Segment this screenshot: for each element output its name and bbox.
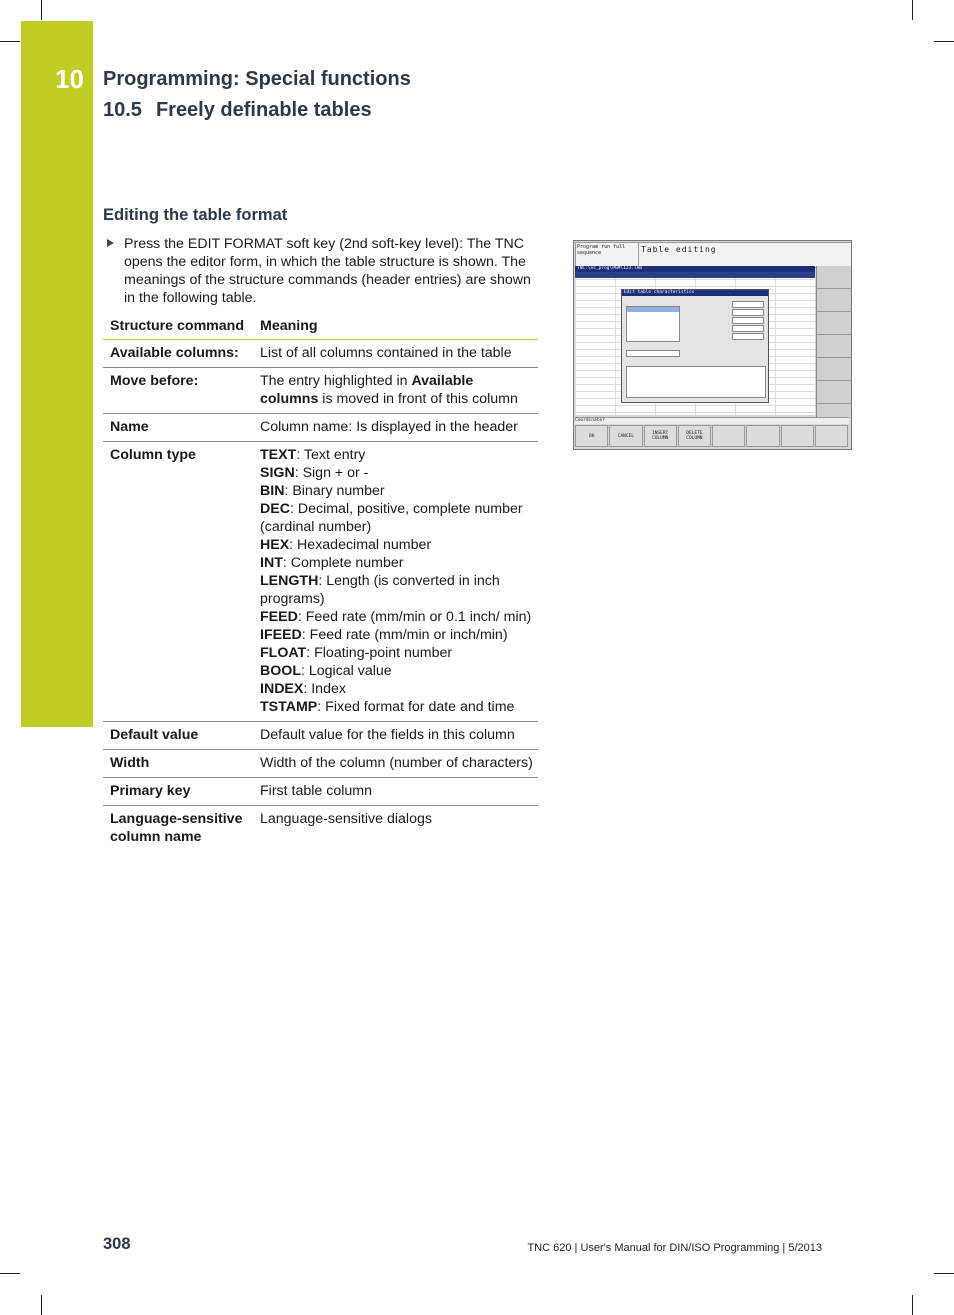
command-meaning	[256, 442, 538, 722]
dialog-title: Edit table characteristics	[622, 290, 768, 296]
chapter-number: 10	[55, 64, 84, 94]
language-names-list[interactable]	[626, 366, 766, 398]
default-value-field[interactable]	[732, 317, 764, 324]
keyword: FLOAT	[260, 645, 307, 661]
crop-mark	[41, 0, 42, 20]
type-entry	[260, 662, 534, 680]
footer-text: TNC 620 | User's Manual for DIN/ISO Programming | 5/2013	[527, 1242, 822, 1254]
command-meaning	[256, 778, 538, 806]
structure-command: Width	[103, 750, 256, 778]
table-row	[103, 368, 538, 414]
description: The entry highlighted in	[260, 373, 412, 389]
softkey-ok[interactable]: OK	[575, 425, 608, 447]
description: is moved in front of this column	[318, 391, 518, 407]
keyword: FEED	[260, 609, 298, 625]
structure-table	[103, 313, 538, 851]
description: : Feed rate (mm/min or inch/min)	[301, 627, 508, 643]
description: : Sign + or -	[294, 465, 369, 481]
screen-title: Table editing	[638, 242, 852, 268]
crop-mark	[912, 0, 913, 20]
table-body	[103, 340, 538, 852]
table-row	[103, 750, 538, 778]
description: Default value for the fields in this column	[260, 727, 515, 743]
softkey-row	[575, 425, 849, 447]
description: : Floating-point number	[306, 645, 453, 661]
grid-column-header	[575, 272, 815, 278]
type-entry	[260, 698, 534, 716]
keyword: IFEED	[260, 627, 302, 643]
available-columns-list[interactable]	[626, 306, 680, 342]
step-text: Press the EDIT FORMAT soft key (2nd soft-key level): The TNC opens the editor form, in which the table structure is shown. The meanings of the structure commands (header entries) are shown in the following table.	[124, 236, 531, 306]
softkey-empty[interactable]	[746, 425, 779, 447]
type-entry	[260, 464, 534, 482]
keyword: BOOL	[260, 663, 301, 679]
page-number: 308	[103, 1235, 131, 1253]
structure-command: Primary key	[103, 778, 256, 806]
list-item-selected[interactable]	[627, 307, 679, 312]
structure-command: Language-sensitive column name	[110, 811, 243, 845]
softkey-empty[interactable]	[712, 425, 745, 447]
description: First table column	[260, 783, 372, 799]
tnc-screenshot	[573, 240, 852, 450]
crop-mark	[0, 41, 20, 42]
decimal-places-field[interactable]	[732, 333, 764, 340]
keyword: SIGN	[260, 465, 295, 481]
name-field[interactable]	[732, 301, 764, 308]
table-row	[103, 778, 538, 806]
table-row	[103, 806, 538, 852]
chapter-sidebar	[21, 21, 93, 727]
description: Width of the column (number of characters)	[260, 755, 533, 771]
keyword: BIN	[260, 483, 285, 499]
structure-command: Column type	[103, 442, 256, 722]
right-softkey-panel	[816, 266, 851, 418]
description: : Logical value	[300, 663, 392, 679]
description: : Index	[303, 681, 346, 697]
command-meaning	[256, 750, 538, 778]
vertical-softkey[interactable]	[817, 358, 851, 381]
structure-command: Available columns:	[103, 340, 256, 368]
keyword: HEX	[260, 537, 290, 553]
type-entry	[260, 572, 534, 608]
keyword: DEC	[260, 501, 290, 517]
command-meaning	[256, 414, 538, 442]
structure-command: Default value	[103, 722, 256, 750]
type-entry	[260, 536, 534, 554]
table-row	[103, 340, 538, 368]
vertical-softkey[interactable]	[817, 266, 851, 289]
section-number: 10.5	[103, 99, 142, 121]
description: : Complete number	[282, 555, 404, 571]
softkey-insert-column[interactable]: INSERT COLUMN	[644, 425, 677, 447]
section-name: Freely definable tables	[155, 99, 372, 121]
type-entry	[260, 446, 534, 464]
structure-command: Move before:	[103, 368, 256, 414]
description: : Feed rate (mm/min or 0.1 inch/ min)	[297, 609, 532, 625]
keyword: TEXT	[260, 447, 297, 463]
table-row	[103, 442, 538, 722]
description: : Binary number	[284, 483, 385, 499]
table-row	[103, 414, 538, 442]
vertical-softkey[interactable]	[817, 381, 851, 404]
mode-label: Program run full sequence	[575, 242, 639, 268]
width-field[interactable]	[732, 325, 764, 332]
instruction-step	[107, 235, 535, 307]
table-header-row	[103, 313, 538, 340]
crop-mark	[934, 41, 954, 42]
type-entry	[260, 482, 534, 500]
description: : Text entry	[296, 447, 366, 463]
subsection-heading: Editing the table format	[103, 206, 288, 224]
softkey-delete-column[interactable]: DELETE COLUMN	[678, 425, 711, 447]
command-meaning	[256, 722, 538, 750]
table-row	[103, 722, 538, 750]
chapter-title: Programming: Special functions	[103, 68, 411, 90]
edit-characteristics-dialog	[621, 289, 769, 403]
type-entry	[260, 626, 534, 644]
column-header-meaning: Meaning	[256, 313, 538, 340]
status-line: Coordinate?	[575, 417, 849, 424]
command-meaning	[256, 368, 538, 414]
keyword: TSTAMP	[260, 699, 318, 715]
description: List of all columns contained in the table	[260, 345, 512, 361]
command-meaning	[256, 340, 538, 368]
type-entry	[260, 644, 534, 662]
type-entry	[260, 608, 534, 626]
description: : Hexadecimal number	[289, 537, 432, 553]
description: Language-sensitive dialogs	[260, 811, 432, 827]
description: Column name: Is displayed in the header	[260, 419, 518, 435]
description: : Decimal, positive, complete number (cardinal number)	[260, 501, 523, 535]
keyword: LENGTH	[260, 573, 319, 589]
command-meaning	[256, 806, 538, 852]
type-entry	[260, 680, 534, 698]
column-type-field[interactable]	[732, 309, 764, 316]
description: : Fixed format for date and time	[317, 699, 515, 715]
softkey-empty[interactable]	[781, 425, 814, 447]
crop-mark	[912, 1295, 913, 1315]
section-title	[103, 99, 372, 122]
column-header-command: Structure command	[103, 313, 256, 340]
type-entry	[260, 500, 534, 536]
move-before-select[interactable]	[626, 350, 680, 357]
type-entry	[260, 554, 534, 572]
vertical-softkey[interactable]	[817, 312, 851, 335]
keyword: Available columns	[260, 373, 474, 407]
softkey-cancel[interactable]: CANCEL	[609, 425, 642, 447]
file-path: TNC:\nc_prog\PGM\123.TAB	[575, 266, 815, 272]
vertical-softkey[interactable]	[817, 289, 851, 312]
keyword: INDEX	[260, 681, 304, 697]
softkey-empty[interactable]	[815, 425, 848, 447]
bullet-arrow-icon	[107, 239, 114, 247]
vertical-softkey[interactable]	[817, 335, 851, 358]
keyword: INT	[260, 555, 283, 571]
description: : Length (is converted in inch programs)	[260, 573, 500, 607]
structure-command: Name	[103, 414, 256, 442]
crop-mark	[0, 1273, 20, 1274]
crop-mark	[41, 1295, 42, 1315]
crop-mark	[934, 1273, 954, 1274]
